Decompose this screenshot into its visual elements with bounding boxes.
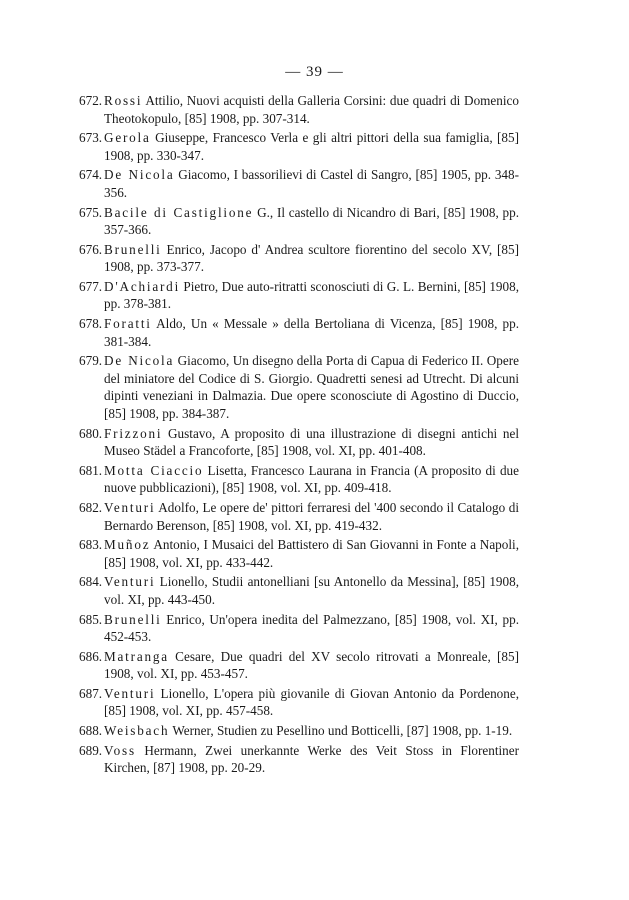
entry-text: Pietro, Due auto-ritratti sconosciuti di G. L. Bernini, [85] 1908, pp. 378-381. [104,278,519,312]
entry-number: 683. [79,537,103,553]
bibliography-entry [79,536,519,571]
entry-number: 677. [79,278,103,294]
entry-author: Brunelli [104,611,162,627]
entry-author: Voss [104,742,136,758]
entry-number: 675. [79,204,103,220]
entry-text: Attilio, Nuovi acquisti della Galleria Corsini: due quadri di Domenico Theotokopulo, [85] 1908, pp. 307-314. [104,93,519,126]
entry-number: 676. [79,241,103,257]
bibliography-entry [79,499,519,534]
entry-text: Lionello, L'opera più giovanile di Giovan Antonio da Pordenone, [85] 1908, vol. XI, pp. 457-458. [104,685,519,719]
entry-author: Venturi [104,499,156,515]
entry-number: 682. [79,499,103,515]
entry-number: 688. [79,723,103,739]
bibliography-entry [79,742,519,777]
page-number: — 39 — [285,64,344,80]
entry-text: Gustavo, A proposito di una illustrazione di disegni antichi nel Museo Städel a Francoforte, [85] 1908, vol. XI, pp. 401-408. [104,425,519,459]
entry-text: Cesare, Due quadri del XV secolo ritrovati a Monreale, [85] 1908, vol. XI, pp. 453-457. [104,648,519,682]
entry-author: Muñoz [104,537,151,553]
entry-author: Rossi [104,93,143,108]
entry-number: 687. [79,685,103,701]
entry-number: 686. [79,648,103,664]
entry-author: Frizzoni [104,425,163,441]
entry-number: 673. [79,130,103,146]
bibliography-entry [79,129,519,164]
bibliography-entry [79,166,519,201]
entry-text: Adolfo, Le opere de' pittori ferraresi del '400 secondo il Catalogo di Bernardo Berenson, [85] 1908, vol. XI, pp. 419-432. [104,499,519,533]
bibliography-entry [79,648,519,683]
entry-author: Matranga [104,648,169,664]
bibliography-list [79,92,519,779]
entry-text: Lisetta, Francesco Laurana in Francia (A proposito di due nuove pubblicazioni), [85] 1908, vol. XI, pp. 409-418. [104,462,519,496]
entry-author: Venturi [104,685,156,701]
entry-author: D'Achiardi [104,278,181,294]
entry-author: Gerola [104,130,151,146]
entry-number: 684. [79,574,103,590]
entry-number: 672. [79,93,103,108]
entry-number: 685. [79,611,103,627]
bibliography-entry [79,204,519,239]
bibliography-entry [79,241,519,276]
entry-text: Enrico, Un'opera inedita del Palmezzano, [85] 1908, vol. XI, pp. 452-453. [104,611,519,645]
entry-text: Giuseppe, Francesco Verla e gli altri pittori della sua famiglia, [85] 1908, pp. 330-347. [104,130,519,163]
bibliography-entry [79,722,519,740]
bibliography-entry [79,352,519,422]
entry-text: Lionello, Studii antonelliani [su Antonello da Messina], [85] 1908, vol. XI, pp. 443-450. [104,574,519,607]
entry-number: 681. [79,462,103,478]
bibliography-entry [79,611,519,646]
bibliography-entry [79,278,519,313]
bibliography-entry [79,685,519,720]
entry-author: Venturi [104,574,156,590]
entry-author: Brunelli [104,241,162,257]
entry-text: Giacomo, Un disegno della Porta di Capua di Federico II. Opere del miniatore del Codice di S. Giorgio. Quadretti senesi ad Utrecht. Di alcuni dipinti veneziani in Dalmazia. Due opere sconosciute di Agostino di Duccio, [85] 1908, pp. 384-387. [104,353,519,421]
entry-text: G., Il castello di Nicandro di Bari, [85] 1908, pp. 357-366. [104,204,520,238]
entry-text: Werner, Studien zu Pesellino und Botticelli, [87] 1908, pp. 1-19. [169,723,513,739]
entry-text: Giacomo, I bassorilievi di Castel di Sangro, [85] 1905, pp. 348-356. [104,167,519,200]
entry-number: 678. [79,316,103,332]
entry-text: Enrico, Jacopo d' Andrea scultore fiorentino del secolo XV, [85] 1908, pp. 373-377. [104,241,519,275]
entry-number: 674. [79,167,103,183]
bibliography-entry [79,315,519,350]
entry-number: 679. [79,353,103,369]
entry-number: 680. [79,425,103,441]
entry-author: Motta Ciaccio [104,462,204,478]
entry-text: Antonio, I Musaici del Battistero di San Giovanni in Fonte a Napoli, [85] 1908, vol. XI, pp. 433-442. [104,537,519,570]
entry-author: De Nicola [104,167,175,183]
bibliography-entry [79,92,519,127]
entry-text: Hermann, Zwei unerkannte Werke des Veit Stoss in Florentiner Kirchen, [87] 1908, pp. 20-29. [104,742,519,776]
entry-author: Bacile di Castiglione [104,204,254,220]
entry-author: Weisbach [104,723,170,739]
bibliography-entry [79,462,519,497]
entry-number: 689. [79,742,103,758]
bibliography-entry [79,425,519,460]
entry-author: De Nicola [104,353,175,369]
entry-author: Foratti [104,316,152,332]
bibliography-entry [79,573,519,608]
entry-text: Aldo, Un « Messale » della Bertoliana di Vicenza, [85] 1908, pp. 381-384. [104,316,519,349]
